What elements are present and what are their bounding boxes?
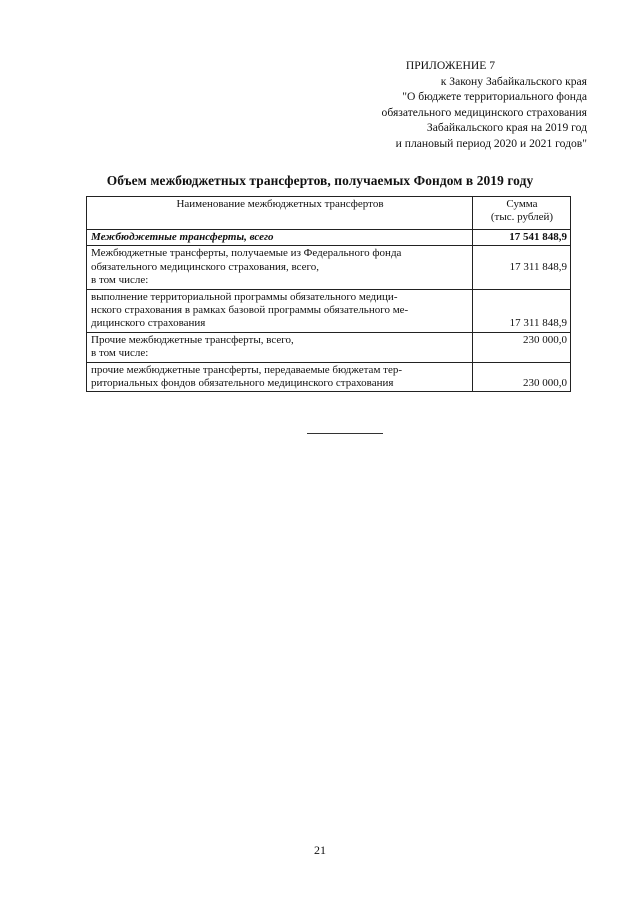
transfers-table [86,196,571,392]
row-name-line: дицинского страхования [91,317,206,330]
row-name-line: Прочие межбюджетные трансферты, всего, [91,333,294,346]
document-title: Объем межбюджетных трансфертов, получаемых Фондом в 2019 году [106,173,534,188]
column-header-name: Наименование межбюджетных трансфертов [87,197,473,230]
appendix-line: и плановый период 2020 и 2021 годов" [395,136,587,150]
table-row [87,289,571,332]
row-name-line: в том числе: [91,274,149,287]
appendix-header [257,58,587,152]
row-name [87,332,473,362]
row-name [87,230,473,246]
appendix-line: "О бюджете территориального фонда [402,90,587,104]
appendix-line: к Закону Забайкальского края [440,74,587,88]
table-header-row [87,197,571,230]
appendix-line: ПРИЛОЖЕНИЕ 7 [405,59,495,72]
column-header-sum-line: (тыс. рублей) [490,211,554,224]
separator-line [307,433,383,434]
row-name-line: нского страхования в рамках базовой программы обязательного ме- [91,304,409,317]
table-row [87,362,571,392]
row-name-line: в том числе: [91,347,149,360]
row-name-line: обязательного медицинского страхования, всего, [91,260,319,273]
row-name-line: Межбюджетные трансферты, получаемые из Федерального фонда [91,247,402,260]
table-row-total [87,230,571,246]
row-name [87,289,473,332]
row-sum: 230 000,0 [473,332,571,362]
row-name [87,362,473,392]
row-name-line: риториальных фондов обязательного медицинского страхования [91,377,394,390]
table-row [87,246,571,289]
appendix-line: обязательного медицинского страхования [381,105,587,119]
row-name-line: Межбюджетные трансферты, всего [91,231,274,243]
row-sum: 230 000,0 [473,362,571,392]
column-header-sum-line: Сумма [506,198,538,210]
row-sum: 17 311 848,9 [473,289,571,332]
row-sum: 17 541 848,9 [473,230,571,246]
page-number: 21 [314,843,326,857]
table-row [87,332,571,362]
row-sum: 17 311 848,9 [473,246,571,289]
appendix-line: Забайкальского края на 2019 год [426,121,587,135]
row-name-line: выполнение территориальной программы обязательного медици- [91,290,398,303]
row-name [87,246,473,289]
row-name-line: прочие межбюджетные трансферты, передаваемые бюджетам тер- [91,363,403,376]
column-header-sum [473,197,571,230]
